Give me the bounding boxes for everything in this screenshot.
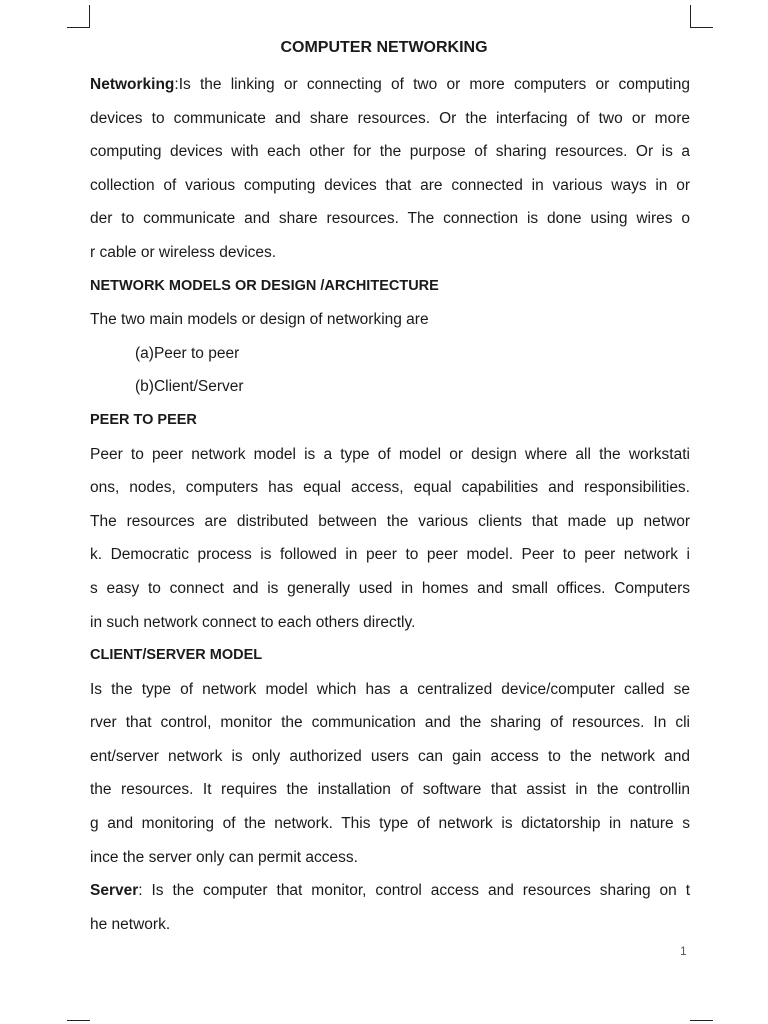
list-item-text: Peer to peer	[153, 344, 240, 362]
peer-line-1: Peer to peer network model is a type of model or design where all the workstati	[90, 445, 690, 463]
client-server-line-5: g and monitoring of the network. This type of network is dictatorship in nature s	[90, 815, 690, 833]
crop-mark-bottom-left-horizontal	[67, 1020, 90, 1021]
crop-mark-bottom-right-horizontal	[690, 1020, 713, 1021]
networking-term: Networking	[90, 76, 175, 93]
crop-mark-top-left-vertical	[89, 5, 90, 28]
intro-line-2: devices to communicate and share resources. Or the interfacing of two or more	[90, 109, 690, 127]
crop-mark-top-left-horizontal	[67, 27, 90, 28]
server-line-1: Server: Is the computer that monitor, control access and resources sharing on t	[90, 882, 690, 900]
intro-line-4: collection of various computing devices that are connected in various ways in or	[90, 176, 690, 194]
client-server-line-1: Is the type of network model which has a centralized device/computer called se	[90, 680, 690, 698]
client-server-line-2: rver that control, monitor the communication and the sharing of resources. In cli	[90, 714, 690, 732]
peer-line-6: in such network connect to each others directly.	[90, 613, 416, 631]
models-list-item-a	[90, 337, 690, 371]
client-server-heading: CLIENT/SERVER MODEL	[90, 647, 263, 664]
peer-line-2: ons, nodes, computers has equal access, equal capabilities and responsibilities.	[90, 479, 690, 497]
list-marker: (b)	[135, 378, 154, 396]
models-list-item-b	[90, 370, 690, 404]
server-line-2: he network.	[90, 915, 171, 933]
crop-mark-top-right-vertical	[690, 5, 691, 28]
client-server-line-6: ince the server only can permit access.	[90, 848, 358, 866]
page-title: COMPUTER NETWORKING	[280, 39, 488, 56]
peer-heading: PEER TO PEER	[90, 411, 197, 428]
list-item-text: Client/Server	[153, 378, 244, 396]
crop-mark-top-right-horizontal	[690, 27, 713, 28]
client-server-line-4: the resources. It requires the installation of software that assist in the controllin	[90, 781, 690, 799]
document-body	[90, 68, 690, 941]
peer-line-5: s easy to connect and is generally used in homes and small offices. Computers	[90, 579, 690, 597]
peer-line-3: The resources are distributed between the various clients that made up networ	[90, 512, 690, 530]
server-term: Server	[90, 882, 139, 900]
page-number: 1	[680, 944, 687, 958]
models-intro: The two main models or design of networking are	[90, 311, 429, 329]
intro-line-3: computing devices with each other for the purpose of sharing resources. Or is a	[90, 143, 690, 161]
intro-line-1: Networking:Is the linking or connecting of two or more computers or computing	[90, 76, 690, 93]
intro-line-5: der to communicate and share resources. The connection is done using wires o	[90, 210, 690, 228]
peer-line-4: k. Democratic process is followed in peer to peer model. Peer to peer network i	[90, 546, 690, 564]
client-server-line-3: ent/server network is only authorized users can gain access to the network and	[90, 747, 690, 765]
models-heading: NETWORK MODELS OR DESIGN /ARCHITECTURE	[90, 277, 439, 294]
intro-line-6: r cable or wireless devices.	[90, 243, 277, 261]
list-marker: (a)	[135, 344, 154, 362]
